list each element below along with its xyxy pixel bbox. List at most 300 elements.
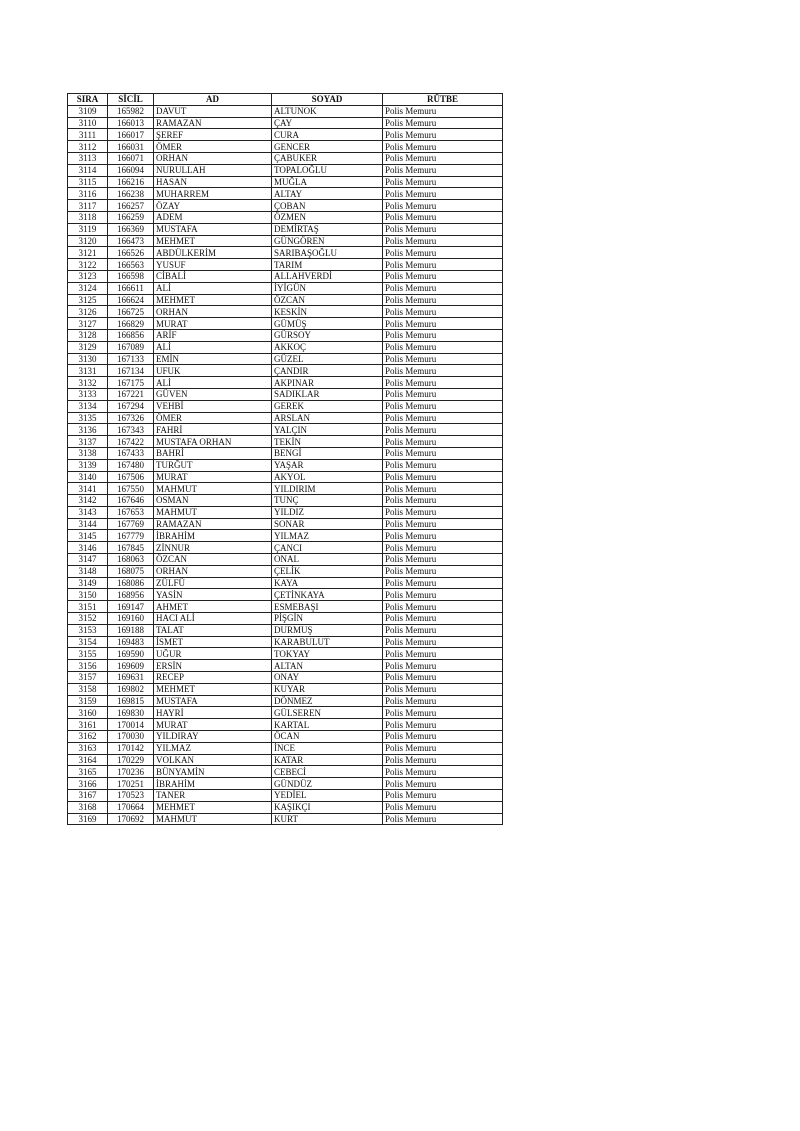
cell-sicil: 170030 [108,731,154,743]
cell-sira: 3149 [68,577,108,589]
cell-sira: 3157 [68,672,108,684]
cell-rutbe: Polis Memuru [383,341,503,353]
cell-rutbe: Polis Memuru [383,801,503,813]
cell-rutbe: Polis Memuru [383,329,503,341]
cell-sicil: 170229 [108,754,154,766]
header-sira: SIRA [68,94,108,106]
cell-ad: YASİN [154,589,272,601]
cell-soyad: AKYOL [272,471,383,483]
cell-rutbe: Polis Memuru [383,672,503,684]
cell-rutbe: Polis Memuru [383,778,503,790]
cell-sicil: 166369 [108,223,154,235]
cell-soyad: ÇABUKER [272,152,383,164]
cell-rutbe: Polis Memuru [383,695,503,707]
cell-sicil: 167506 [108,471,154,483]
cell-sira: 3153 [68,624,108,636]
cell-sira: 3140 [68,471,108,483]
cell-sira: 3143 [68,506,108,518]
table-row [68,672,503,684]
cell-soyad: KUYAR [272,683,383,695]
cell-sira: 3152 [68,613,108,625]
cell-sicil: 170236 [108,766,154,778]
table-row [68,530,503,542]
cell-ad: BAHRİ [154,447,272,459]
cell-ad: MAHMUT [154,813,272,825]
cell-soyad: ÇELİK [272,565,383,577]
cell-ad: ORHAN [154,306,272,318]
cell-rutbe: Polis Memuru [383,294,503,306]
cell-ad: ALİ [154,377,272,389]
table-row [68,495,503,507]
cell-sira: 3132 [68,377,108,389]
cell-sicil: 167221 [108,388,154,400]
cell-rutbe: Polis Memuru [383,247,503,259]
cell-sira: 3131 [68,365,108,377]
table-row [68,105,503,117]
table-row [68,648,503,660]
table-row [68,176,503,188]
cell-ad: ZİNNUR [154,542,272,554]
cell-soyad: GÜNGÖREN [272,235,383,247]
cell-soyad: KARABULUT [272,636,383,648]
table-row [68,353,503,365]
table-row [68,117,503,129]
cell-sira: 3112 [68,141,108,153]
cell-rutbe: Polis Memuru [383,318,503,330]
header-sicil: SİCİL [108,94,154,106]
cell-sicil: 170523 [108,790,154,802]
cell-ad: ADEM [154,211,272,223]
cell-rutbe: Polis Memuru [383,506,503,518]
cell-rutbe: Polis Memuru [383,176,503,188]
cell-sicil: 169815 [108,695,154,707]
cell-ad: YUSUF [154,259,272,271]
cell-rutbe: Polis Memuru [383,565,503,577]
cell-ad: HAYRİ [154,707,272,719]
cell-ad: VEHBİ [154,400,272,412]
cell-sicil: 170692 [108,813,154,825]
cell-rutbe: Polis Memuru [383,731,503,743]
cell-rutbe: Polis Memuru [383,683,503,695]
table-row [68,518,503,530]
cell-sira: 3137 [68,436,108,448]
cell-sicil: 167845 [108,542,154,554]
cell-ad: ŞEREF [154,129,272,141]
cell-sicil: 169590 [108,648,154,660]
table-row [68,636,503,648]
cell-sira: 3116 [68,188,108,200]
cell-sira: 3113 [68,152,108,164]
cell-sira: 3119 [68,223,108,235]
cell-soyad: ONAL [272,554,383,566]
cell-ad: FAHRİ [154,424,272,436]
cell-ad: TANER [154,790,272,802]
cell-sicil: 168063 [108,554,154,566]
cell-sira: 3158 [68,683,108,695]
cell-sicil: 166611 [108,282,154,294]
cell-ad: NURULLAH [154,164,272,176]
cell-sira: 3110 [68,117,108,129]
cell-soyad: AKPINAR [272,377,383,389]
cell-sicil: 165982 [108,105,154,117]
cell-rutbe: Polis Memuru [383,424,503,436]
table-row [68,306,503,318]
table-row [68,601,503,613]
cell-sicil: 169147 [108,601,154,613]
cell-sira: 3109 [68,105,108,117]
cell-soyad: CEBECİ [272,766,383,778]
cell-sira: 3130 [68,353,108,365]
cell-soyad: PİŞGİN [272,613,383,625]
cell-rutbe: Polis Memuru [383,601,503,613]
table-row [68,554,503,566]
cell-sira: 3114 [68,164,108,176]
cell-rutbe: Polis Memuru [383,742,503,754]
cell-soyad: YILMAZ [272,530,383,542]
table-row [68,235,503,247]
cell-rutbe: Polis Memuru [383,152,503,164]
cell-sira: 3134 [68,400,108,412]
cell-sicil: 166725 [108,306,154,318]
cell-soyad: TARIM [272,259,383,271]
cell-rutbe: Polis Memuru [383,483,503,495]
cell-soyad: SARIBAŞOĞLU [272,247,383,259]
cell-ad: İBRAHİM [154,778,272,790]
cell-rutbe: Polis Memuru [383,436,503,448]
table-row [68,707,503,719]
cell-sicil: 166598 [108,270,154,282]
cell-ad: ORHAN [154,565,272,577]
cell-sira: 3115 [68,176,108,188]
table-row [68,695,503,707]
table-row [68,152,503,164]
cell-sicil: 167343 [108,424,154,436]
cell-ad: ARİF [154,329,272,341]
table-row [68,341,503,353]
cell-sira: 3124 [68,282,108,294]
cell-soyad: ÇANCI [272,542,383,554]
cell-sira: 3120 [68,235,108,247]
cell-ad: MURAT [154,471,272,483]
table-row [68,731,503,743]
cell-rutbe: Polis Memuru [383,223,503,235]
cell-rutbe: Polis Memuru [383,813,503,825]
cell-soyad: ÇAY [272,117,383,129]
cell-rutbe: Polis Memuru [383,719,503,731]
cell-ad: MURAT [154,719,272,731]
cell-ad: ALİ [154,341,272,353]
cell-sicil: 167089 [108,341,154,353]
cell-sicil: 167133 [108,353,154,365]
cell-sira: 3150 [68,589,108,601]
cell-ad: ZÜLFÜ [154,577,272,589]
cell-sicil: 166526 [108,247,154,259]
table-row [68,589,503,601]
cell-sicil: 167175 [108,377,154,389]
cell-sira: 3144 [68,518,108,530]
cell-sira: 3164 [68,754,108,766]
cell-sicil: 166216 [108,176,154,188]
cell-rutbe: Polis Memuru [383,388,503,400]
cell-soyad: ALLAHVERDİ [272,270,383,282]
cell-ad: DAVUT [154,105,272,117]
cell-ad: MAHMUT [154,483,272,495]
table-row [68,436,503,448]
table-row [68,459,503,471]
cell-sicil: 168956 [108,589,154,601]
cell-soyad: ÇOBAN [272,200,383,212]
cell-ad: ALİ [154,282,272,294]
cell-sicil: 166238 [108,188,154,200]
cell-ad: CİBALİ [154,270,272,282]
cell-soyad: KAYA [272,577,383,589]
cell-sicil: 169631 [108,672,154,684]
cell-sira: 3135 [68,412,108,424]
cell-rutbe: Polis Memuru [383,105,503,117]
cell-sicil: 167769 [108,518,154,530]
cell-ad: TALAT [154,624,272,636]
cell-ad: UĞUR [154,648,272,660]
table-row [68,294,503,306]
table-row [68,577,503,589]
cell-sicil: 166563 [108,259,154,271]
cell-rutbe: Polis Memuru [383,412,503,424]
table-row [68,660,503,672]
cell-rutbe: Polis Memuru [383,459,503,471]
cell-soyad: YILDIZ [272,506,383,518]
cell-soyad: GÜRSOY [272,329,383,341]
table-row [68,259,503,271]
cell-ad: UFUK [154,365,272,377]
cell-ad: İSMET [154,636,272,648]
cell-rutbe: Polis Memuru [383,554,503,566]
cell-sicil: 169609 [108,660,154,672]
cell-sira: 3142 [68,495,108,507]
cell-sicil: 170142 [108,742,154,754]
cell-soyad: MUĞLA [272,176,383,188]
cell-sicil: 168086 [108,577,154,589]
cell-ad: YILDIRAY [154,731,272,743]
cell-ad: MUSTAFA ORHAN [154,436,272,448]
cell-soyad: ONAY [272,672,383,684]
cell-soyad: TUNÇ [272,495,383,507]
cell-rutbe: Polis Memuru [383,117,503,129]
cell-ad: ORHAN [154,152,272,164]
table-row [68,365,503,377]
cell-soyad: KARTAL [272,719,383,731]
cell-sicil: 166071 [108,152,154,164]
cell-soyad: GÜNDÜZ [272,778,383,790]
cell-rutbe: Polis Memuru [383,400,503,412]
table-row [68,742,503,754]
cell-soyad: ALTAN [272,660,383,672]
cell-rutbe: Polis Memuru [383,471,503,483]
cell-soyad: ÖZCAN [272,294,383,306]
cell-rutbe: Polis Memuru [383,259,503,271]
table-row [68,766,503,778]
cell-ad: BÜNYAMİN [154,766,272,778]
cell-soyad: AKKOÇ [272,341,383,353]
cell-ad: MEHMET [154,683,272,695]
cell-rutbe: Polis Memuru [383,270,503,282]
table-row [68,754,503,766]
cell-soyad: KATAR [272,754,383,766]
cell-ad: GÜVEN [154,388,272,400]
cell-soyad: SADIKLAR [272,388,383,400]
cell-sira: 3169 [68,813,108,825]
cell-ad: ÖZCAN [154,554,272,566]
cell-sira: 3155 [68,648,108,660]
cell-soyad: ARSLAN [272,412,383,424]
cell-sira: 3136 [68,424,108,436]
table-row [68,129,503,141]
cell-soyad: TEKİN [272,436,383,448]
table-row [68,223,503,235]
cell-sira: 3128 [68,329,108,341]
cell-soyad: GÜZEL [272,353,383,365]
cell-sira: 3123 [68,270,108,282]
table-row [68,790,503,802]
cell-sira: 3127 [68,318,108,330]
cell-sicil: 170664 [108,801,154,813]
cell-soyad: ALTAY [272,188,383,200]
cell-rutbe: Polis Memuru [383,365,503,377]
cell-rutbe: Polis Memuru [383,660,503,672]
cell-sira: 3156 [68,660,108,672]
cell-sicil: 170251 [108,778,154,790]
cell-sira: 3167 [68,790,108,802]
cell-sira: 3111 [68,129,108,141]
cell-sira: 3160 [68,707,108,719]
cell-sicil: 166031 [108,141,154,153]
cell-soyad: KESKİN [272,306,383,318]
cell-sira: 3139 [68,459,108,471]
cell-sicil: 169830 [108,707,154,719]
cell-soyad: GENCER [272,141,383,153]
cell-rutbe: Polis Memuru [383,235,503,247]
cell-sicil: 167480 [108,459,154,471]
cell-sira: 3165 [68,766,108,778]
table-row [68,801,503,813]
cell-rutbe: Polis Memuru [383,447,503,459]
header-ad: AD [154,94,272,106]
cell-sicil: 167653 [108,506,154,518]
cell-soyad: KURT [272,813,383,825]
cell-soyad: TOKYAY [272,648,383,660]
cell-rutbe: Polis Memuru [383,129,503,141]
cell-sira: 3138 [68,447,108,459]
table-row [68,200,503,212]
table-row [68,565,503,577]
table-row [68,506,503,518]
cell-sira: 3147 [68,554,108,566]
cell-soyad: YILDIRIM [272,483,383,495]
cell-sicil: 169160 [108,613,154,625]
cell-sira: 3118 [68,211,108,223]
cell-sicil: 166013 [108,117,154,129]
cell-rutbe: Polis Memuru [383,353,503,365]
cell-sira: 3145 [68,530,108,542]
cell-sicil: 167646 [108,495,154,507]
cell-sicil: 166829 [108,318,154,330]
cell-sira: 3126 [68,306,108,318]
cell-rutbe: Polis Memuru [383,707,503,719]
table-row [68,813,503,825]
cell-sira: 3141 [68,483,108,495]
table-row [68,483,503,495]
cell-sicil: 166473 [108,235,154,247]
cell-ad: RECEP [154,672,272,684]
cell-ad: OSMAN [154,495,272,507]
cell-soyad: İNCE [272,742,383,754]
table-row [68,471,503,483]
table-row [68,683,503,695]
cell-rutbe: Polis Memuru [383,518,503,530]
cell-sicil: 169188 [108,624,154,636]
cell-ad: MURAT [154,318,272,330]
cell-rutbe: Polis Memuru [383,790,503,802]
cell-sicil: 166094 [108,164,154,176]
cell-rutbe: Polis Memuru [383,624,503,636]
cell-rutbe: Polis Memuru [383,141,503,153]
cell-sira: 3122 [68,259,108,271]
table-row [68,377,503,389]
cell-rutbe: Polis Memuru [383,306,503,318]
cell-sira: 3151 [68,601,108,613]
cell-soyad: ÖCAN [272,731,383,743]
cell-rutbe: Polis Memuru [383,577,503,589]
table-row [68,188,503,200]
cell-ad: VOLKAN [154,754,272,766]
cell-ad: EMİN [154,353,272,365]
cell-sicil: 167433 [108,447,154,459]
cell-sicil: 166017 [108,129,154,141]
table-header-row [68,94,503,106]
cell-rutbe: Polis Memuru [383,377,503,389]
cell-sira: 3148 [68,565,108,577]
cell-sira: 3129 [68,341,108,353]
cell-soyad: ESMEBAŞI [272,601,383,613]
cell-soyad: GÜMÜŞ [272,318,383,330]
table-row [68,447,503,459]
cell-rutbe: Polis Memuru [383,200,503,212]
cell-soyad: YALÇIN [272,424,383,436]
cell-ad: ERSİN [154,660,272,672]
table-row [68,329,503,341]
table-row [68,388,503,400]
cell-sira: 3166 [68,778,108,790]
table-row [68,270,503,282]
cell-rutbe: Polis Memuru [383,542,503,554]
cell-rutbe: Polis Memuru [383,211,503,223]
cell-ad: MEHMET [154,801,272,813]
cell-sicil: 170014 [108,719,154,731]
cell-sira: 3133 [68,388,108,400]
cell-ad: HASAN [154,176,272,188]
cell-soyad: ÖZMEN [272,211,383,223]
cell-ad: MUSTAFA [154,695,272,707]
cell-soyad: SONAR [272,518,383,530]
cell-rutbe: Polis Memuru [383,766,503,778]
table-row [68,424,503,436]
cell-sira: 3154 [68,636,108,648]
cell-rutbe: Polis Memuru [383,495,503,507]
cell-sira: 3168 [68,801,108,813]
cell-soyad: ALTUNOK [272,105,383,117]
cell-sicil: 167294 [108,400,154,412]
table-row [68,282,503,294]
personnel-table [67,93,503,825]
